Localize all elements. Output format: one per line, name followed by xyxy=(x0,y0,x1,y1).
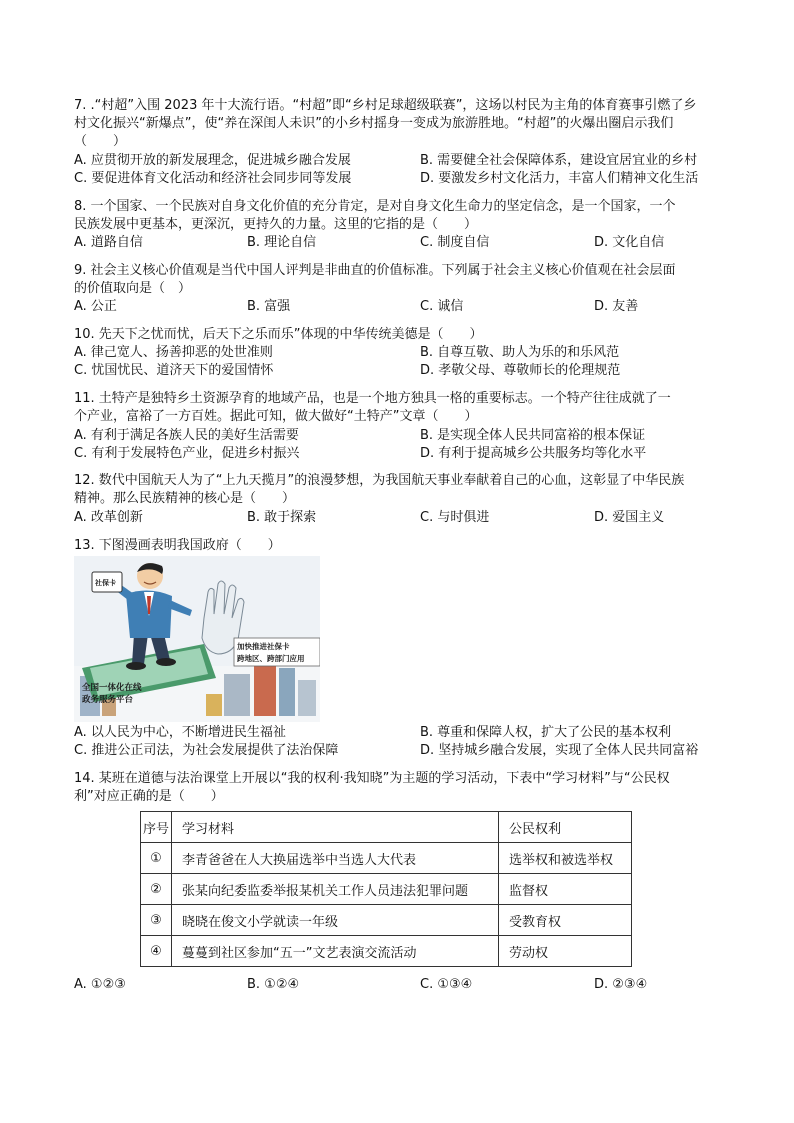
q14-stem-line-2: 利”对应正确的是（ ） xyxy=(74,789,224,804)
q10-option-c: C. 忧国忧民、道济天下的爱国情怀 xyxy=(74,363,274,378)
q14-option-b: B. ①②④ xyxy=(247,977,300,992)
q7-option-d: D. 要激发乡村文化活力，丰富人们精神文化生活 xyxy=(420,171,699,186)
q12-stem-line-2: 精神。那么民族精神的核心是（ ） xyxy=(74,491,296,506)
q11-stem-line-1: 11. 土特产是独特乡土资源孕育的地域产品，也是一个地方独具一格的重要标志。一个特产往往成就了一 xyxy=(74,391,671,406)
q9-stem-line-2: 的价值取向是（ ） xyxy=(74,281,192,296)
q13-option-d: D. 坚持城乡融合发展，实现了全体人民共同富裕 xyxy=(420,743,699,758)
row-number: ④ xyxy=(141,936,172,967)
header-material: 学习材料 xyxy=(172,812,499,843)
q13-option-a: A. 以人民为中心，不断增进民生福祉 xyxy=(74,725,286,740)
q12-option-d: D. 爱国主义 xyxy=(594,510,665,525)
q12-option-b: B. 敢于探索 xyxy=(247,510,317,525)
q7-option-c: C. 要促进体育文化活动和经济社会同步同等发展 xyxy=(74,171,352,186)
rights-table xyxy=(140,811,632,967)
row-right: 劳动权 xyxy=(499,936,632,967)
table-row xyxy=(141,874,632,905)
q8-stem-line-1: 8. 一个国家、一个民族对自身文化价值的充分肯定，是对自身文化生命力的坚定信念，是一个国家，一个 xyxy=(74,199,676,214)
table-row xyxy=(141,843,632,874)
q7-option-b: B. 需要健全社会保障体系，建设宜居宜业的乡村 xyxy=(420,153,698,168)
q8-stem-line-2: 民族发展中更基本，更深沉，更持久的力量。这里的它指的是（ ） xyxy=(74,217,478,232)
q10-option-d: D. 孝敬父母、尊敬师长的伦理规范 xyxy=(420,363,621,378)
row-material: 蔓蔓到社区参加“五一”文艺表演交流活动 xyxy=(172,936,499,967)
q12-option-c: C. 与时俱进 xyxy=(420,510,490,525)
q7-stem-line-2: 村文化振兴“新爆点”，使“养在深闺人未识”的小乡村摇身一变成为旅游胜地。“村超”的火爆出圈启示我们 xyxy=(74,116,674,131)
q9-option-b: B. 富强 xyxy=(247,299,291,314)
q7-option-a: A. 应贯彻开放的新发展理念，促进城乡融合发展 xyxy=(74,153,351,168)
q8-option-c: C. 制度自信 xyxy=(420,235,490,250)
q13-option-c: C. 推进公正司法，为社会发展提供了法治保障 xyxy=(74,743,339,758)
q11-option-a: A. 有利于满足各族人民的美好生活需要 xyxy=(74,428,299,443)
card-label: 社保卡 xyxy=(95,580,116,587)
header-number: 序号 xyxy=(141,812,172,843)
row-right: 监督权 xyxy=(499,874,632,905)
row-number: ① xyxy=(141,843,172,874)
row-right: 受教育权 xyxy=(499,905,632,936)
q12-option-a: A. 改革创新 xyxy=(74,510,143,525)
table-row xyxy=(141,905,632,936)
header-right: 公民权利 xyxy=(499,812,632,843)
row-number: ② xyxy=(141,874,172,905)
q7-stem-line-1: 7. .“村超”入围 2023 年十大流行语。“村超”即“乡村足球超级联赛”，这场以村民为主角的体育赛事引燃了乡 xyxy=(74,98,697,113)
q9-option-d: D. 友善 xyxy=(594,299,639,314)
row-number: ③ xyxy=(141,905,172,936)
q14-option-d: D. ②③④ xyxy=(594,977,648,992)
row-material: 张某向纪委监委举报某机关工作人员违法犯罪问题 xyxy=(172,874,499,905)
q8-option-b: B. 理论自信 xyxy=(247,235,317,250)
platform-label-line-1: 全国一体化在线 xyxy=(82,682,142,692)
q7-stem-line-3: （ ） xyxy=(74,134,127,149)
q10-stem-line-1: 10. 先天下之忧而忧，后天下之乐而乐”体现的中华传统美德是（ ） xyxy=(74,327,483,342)
q12-stem-line-1: 12. 数代中国航天人为了“上九天揽月”的浪漫梦想，为我国航天事业奉献着自己的心血，这彰显了中华民族 xyxy=(74,473,685,488)
sign-line-1: 加快推进社保卡 xyxy=(237,642,290,651)
q14-option-a: A. ①②③ xyxy=(74,977,126,992)
q10-option-a: A. 律己宽人、扬善抑恶的处世准则 xyxy=(74,345,273,360)
q9-option-a: A. 公正 xyxy=(74,299,117,314)
sign-line-2: 跨地区、跨部门应用 xyxy=(237,654,305,663)
platform-label-line-2: 政务服务平台 xyxy=(82,694,134,704)
q9-stem-line-1: 9. 社会主义核心价值观是当代中国人评判是非曲直的价值标准。下列属于社会主义核心价值观在社会层面 xyxy=(74,263,676,278)
q13-option-b: B. 尊重和保障人权，扩大了公民的基本权利 xyxy=(420,725,672,740)
table-header-row xyxy=(141,812,632,843)
q10-option-b: B. 自尊互敬、助人为乐的和乐风范 xyxy=(420,345,620,360)
q8-option-d: D. 文化自信 xyxy=(594,235,665,250)
row-right: 选举权和被选举权 xyxy=(499,843,632,874)
table-row xyxy=(141,936,632,967)
q11-option-c: C. 有利于发展特色产业，促进乡村振兴 xyxy=(74,446,300,461)
row-material: 晓晓在俊文小学就读一年级 xyxy=(172,905,499,936)
row-material: 李青爸爸在人大换届选举中当选人大代表 xyxy=(172,843,499,874)
q11-option-d: D. 有利于提高城乡公共服务均等化水平 xyxy=(420,446,647,461)
q14-option-c: C. ①③④ xyxy=(420,977,473,992)
q13-stem-line-1: 13. 下图漫画表明我国政府（ ） xyxy=(74,538,281,553)
q11-option-b: B. 是实现全体人民共同富裕的根本保证 xyxy=(420,428,646,443)
q8-option-a: A. 道路自信 xyxy=(74,235,143,250)
q14-stem-line-1: 14. 某班在道德与法治课堂上开展以“我的权利·我知晓”为主题的学习活动，下表中“学习材料”与“公民权 xyxy=(74,771,670,786)
q11-stem-line-2: 个产业，富裕了一方百姓。据此可知，做大做好“土特产”文章（ ） xyxy=(74,409,478,424)
government-services-cartoon xyxy=(74,556,320,722)
q9-option-c: C. 诚信 xyxy=(420,299,464,314)
